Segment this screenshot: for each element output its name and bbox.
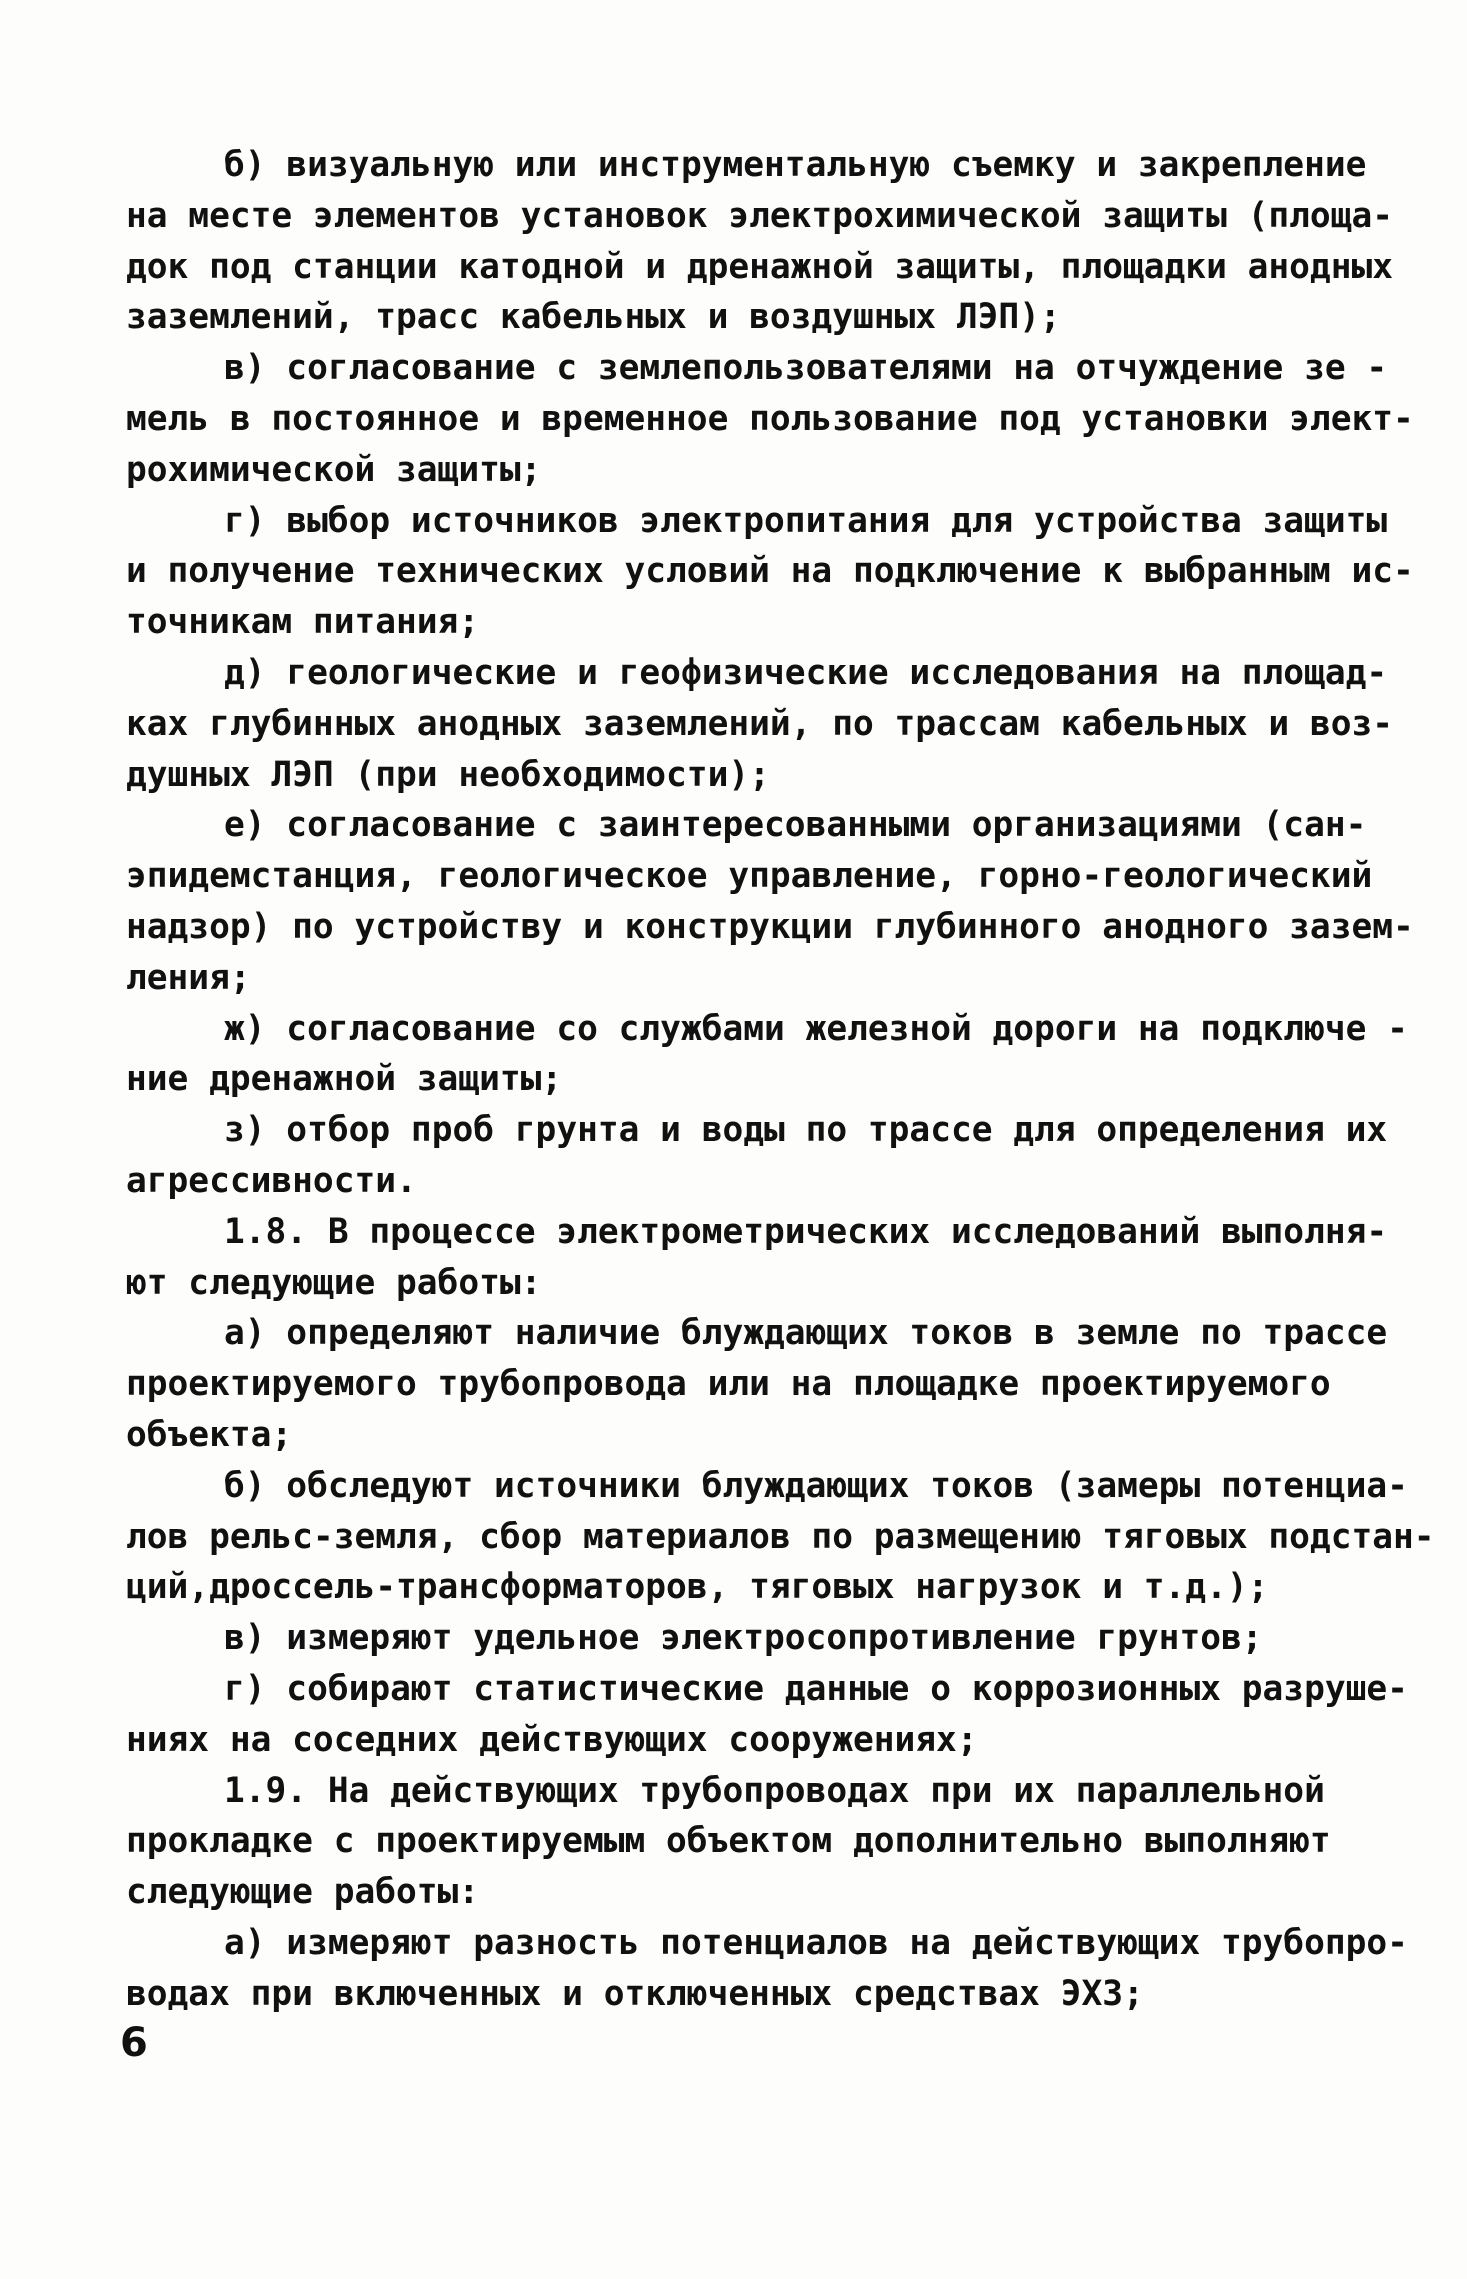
text-line: ках глубинных анодных заземлений, по трассам кабельных и воз- [126, 703, 1394, 744]
text-line: и получение технических условий на подключение к выбранным ис- [126, 551, 1414, 592]
text-line: проектируемого трубопровода или на площадке проектируемого [126, 1364, 1331, 1405]
text-line: рохимической защиты; [126, 449, 542, 490]
text-line: ций,дроссель-трансформаторов, тяговых нагрузок и т.д.); [126, 1567, 1269, 1608]
text-line: душных ЛЭП (при необходимости); [126, 754, 770, 795]
text-line: ниях на соседних действующих сооружениях; [126, 1719, 978, 1760]
text-line: ж) согласование со службами железной дороги на подключе - [224, 1008, 1408, 1049]
text-line: 1.8. В процессе электрометрических исследований выполня- [224, 1211, 1388, 1252]
text-line: е) согласование с заинтересованными организациями (сан- [224, 805, 1367, 846]
text-line: г) собирают статистические данные о коррозионных разруше- [224, 1668, 1408, 1709]
text-line: ют следующие работы: [126, 1262, 542, 1303]
text-line: объекта; [126, 1414, 293, 1455]
text-line: з) отбор проб грунта и воды по трассе для определения их [224, 1110, 1388, 1151]
text-line: ние дренажной защиты; [126, 1059, 563, 1100]
text-line: а) измеряют разность потенциалов на действующих трубопро- [224, 1922, 1408, 1963]
text-line: следующие работы: [126, 1872, 480, 1913]
text-line: прокладке с проектируемым объектом дополнительно выполняют [126, 1821, 1331, 1862]
text-line: док под станции катодной и дренажной защиты, площадки анодных [126, 246, 1394, 287]
text-line: г) выбор источников электропитания для устройства защиты [224, 500, 1388, 541]
text-line: лов рельс-земля, сбор материалов по размещению тяговых подстан- [126, 1516, 1435, 1557]
text-line: точникам питания; [126, 602, 480, 643]
text-line: агрессивности. [126, 1160, 417, 1201]
text-line: заземлений, трасс кабельных и воздушных ЛЭП); [126, 297, 1061, 338]
text-line: мель в постоянное и временное пользование под установки элект- [126, 398, 1414, 439]
page-number: 6 [120, 2020, 148, 2066]
text-line: на месте элементов установок электрохимической защиты (площа- [126, 195, 1394, 236]
text-line: ления; [126, 957, 251, 998]
body-text [126, 140, 1435, 2019]
text-line: в) согласование с землепользователями на отчуждение зе - [224, 348, 1388, 389]
text-line: б) визуальную или инструментальную съемку и закрепление [224, 145, 1367, 185]
text-line: б) обследуют источники блуждающих токов (замеры потенциа- [224, 1465, 1408, 1506]
text-line: водах при включенных и отключенных средствах ЭХЗ; [126, 1973, 1144, 2014]
text-line: а) определяют наличие блуждающих токов в земле по трассе [224, 1313, 1388, 1354]
text-line: 1.9. На действующих трубопроводах при их параллельной [224, 1770, 1325, 1811]
text-line: эпидемстанция, геологическое управление, горно-геологический [126, 856, 1373, 897]
text-line: надзор) по устройству и конструкции глубинного анодного зазем- [126, 906, 1414, 947]
text-line: в) измеряют удельное электросопротивление грунтов; [224, 1618, 1263, 1659]
text-line: д) геологические и геофизические исследования на площад- [224, 652, 1388, 693]
